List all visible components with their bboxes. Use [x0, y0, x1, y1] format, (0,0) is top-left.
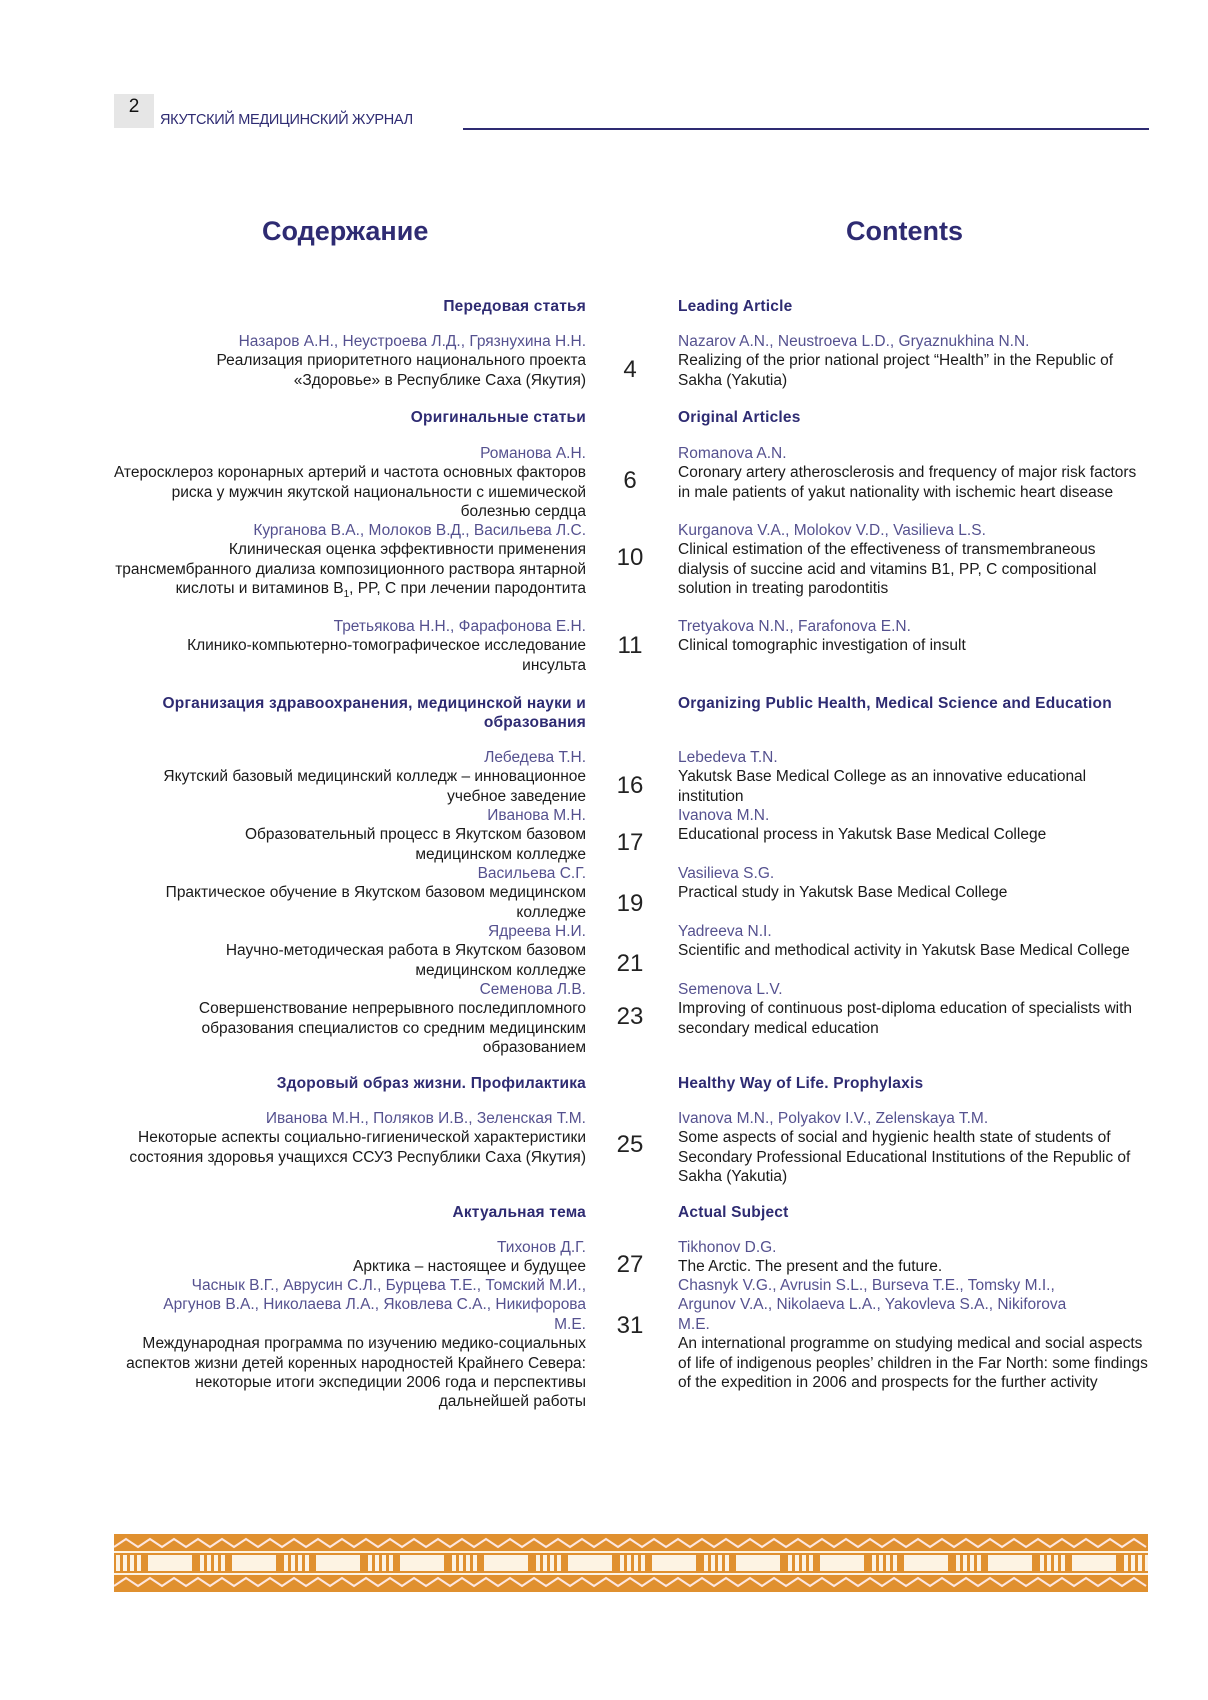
- entry-title: Educational process in Yakutsk Base Medical College: [678, 826, 1047, 844]
- ornament-bar: [725, 1555, 729, 1571]
- entry-title: Yakutsk Base Medical College as an innovative educational institution: [678, 768, 1087, 805]
- entry-title: Клиническая оценка эффективности применения трансмембранного диализа композиционного раствора янтарной кислоты и витаминов $B_1$, PP, C при лечении пародонтита: [115, 541, 586, 601]
- toc-entry-ru[interactable]: [110, 1109, 586, 1167]
- entry-authors: Kurganova V.A., Molokov V.D., Vasilieva L.S.: [678, 522, 986, 539]
- entry-authors: Ivanova M.N., Polyakov I.V., Zelenskaya T.M.: [678, 1110, 989, 1127]
- entry-title: Scientific and methodical activity in Yakutsk Base Medical College: [678, 942, 1130, 960]
- ornament-bar: [963, 1555, 967, 1571]
- toc-entry-en[interactable]: [678, 617, 1148, 656]
- ornament-banner: [114, 1534, 1148, 1592]
- ornament-block: [232, 1555, 276, 1571]
- entry-page-number[interactable]: 31: [616, 1312, 644, 1339]
- header-rule: [463, 128, 1149, 130]
- toc-entry-en[interactable]: [678, 864, 1148, 903]
- toc-entry-en[interactable]: [678, 444, 1148, 502]
- ornament-bar: [1124, 1555, 1128, 1571]
- entry-title: Practical study in Yakutsk Base Medical College: [678, 884, 1008, 902]
- contents-title-ru: Содержание: [262, 216, 429, 246]
- entry-title: Clinical estimation of the effectiveness of transmembraneous dialysis of succine acid and vitamins B1, PP, C compositional solution in treating parodontitis: [678, 541, 1097, 598]
- ornament-block: [400, 1555, 444, 1571]
- ornament-bar: [886, 1555, 890, 1571]
- entry-title: Якутский базовый медицинский колледж – инновационное учебное заведение: [163, 768, 586, 805]
- ornament-bar: [1047, 1555, 1051, 1571]
- ornament-bar: [298, 1555, 302, 1571]
- ornament-bar: [466, 1555, 470, 1571]
- toc-entry-en[interactable]: [678, 332, 1148, 390]
- toc-entry-ru[interactable]: [110, 806, 586, 864]
- ornament-bar: [977, 1555, 981, 1571]
- entry-page-number[interactable]: 11: [617, 632, 643, 659]
- entry-authors: Семенова Л.В.: [479, 981, 586, 998]
- entry-authors: Иванова М.Н., Поляков И.В., Зеленская Т.М.: [265, 1110, 586, 1127]
- ornament-bar: [284, 1555, 288, 1571]
- entry-page-number[interactable]: 16: [616, 772, 644, 799]
- ornament-bar: [641, 1555, 645, 1571]
- entry-authors: Nazarov A.N., Neustroeva L.D., Gryaznukhina N.N.: [678, 333, 1030, 350]
- entry-authors: Tretyakova N.N., Farafonova E.N.: [678, 618, 911, 635]
- ornament-bar: [221, 1555, 225, 1571]
- toc-entry-en[interactable]: [678, 521, 1148, 599]
- entry-authors: Yadreeva N.I.: [678, 923, 772, 940]
- entry-title: Совершенствование непрерывного последипломного образования специалистов со средним медицинским образованием: [198, 1000, 586, 1057]
- ornament-block: [988, 1555, 1032, 1571]
- entry-authors: Chasnyk V.G., Avrusin S.L., Burseva T.E., Tomsky M.I., Argunov V.A., Nikolaeva L.A., Yakovleva S.A., Nikiforova M.E.: [678, 1277, 1067, 1333]
- entry-title: Improving of continuous post-diploma education of specialists with secondary medical education: [678, 1000, 1133, 1037]
- ornament-bar: [536, 1555, 540, 1571]
- ornament-bar: [1061, 1555, 1065, 1571]
- ornament-bar: [130, 1555, 134, 1571]
- ornament-block: [1072, 1555, 1116, 1571]
- ornament-rule-top: [114, 1551, 1148, 1553]
- toc-entry-ru[interactable]: [110, 864, 586, 922]
- ornament-bar: [627, 1555, 631, 1571]
- ornament-bar: [711, 1555, 715, 1571]
- toc-entry-en[interactable]: [678, 1109, 1148, 1187]
- entry-authors: Ядреева Н.И.: [487, 923, 586, 940]
- section-heading-en: Healthy Way of Life. Prophylaxis: [678, 1075, 924, 1092]
- ornament-bar: [550, 1555, 554, 1571]
- entry-authors: Лебедева Т.Н.: [484, 749, 586, 766]
- toc-entry-en[interactable]: [678, 922, 1148, 961]
- entry-authors: Иванова М.Н.: [487, 807, 586, 824]
- entry-page-number[interactable]: 6: [623, 467, 637, 494]
- ornament-bar: [718, 1555, 722, 1571]
- entry-title: Атеросклероз коронарных артерий и частота основных факторов риска у мужчин якутской национальности с ишемической болезнью сердца: [113, 464, 586, 521]
- ornament-bar: [200, 1555, 204, 1571]
- toc-entry-en[interactable]: [678, 1276, 1148, 1392]
- toc-entry-ru[interactable]: [110, 332, 586, 390]
- section-heading-en: Organizing Public Health, Medical Science and Education: [678, 695, 1112, 712]
- entry-page-number[interactable]: 25: [616, 1131, 644, 1158]
- ornament-bar: [452, 1555, 456, 1571]
- ornament-block: [736, 1555, 780, 1571]
- entry-page-number[interactable]: 23: [616, 1003, 644, 1030]
- entry-title: Coronary artery atherosclerosis and frequency of major risk factors in male patients of yakut nationality with ischemic heart disease: [678, 464, 1137, 501]
- ornament-bar: [459, 1555, 463, 1571]
- entry-page-number[interactable]: 19: [616, 890, 644, 917]
- entry-authors: Васильева С.Г.: [477, 865, 586, 882]
- ornament-bar: [788, 1555, 792, 1571]
- ornament-bar: [123, 1555, 127, 1571]
- toc-entry-ru[interactable]: [110, 521, 586, 599]
- ornament-bar: [704, 1555, 708, 1571]
- section-heading-ru: Здоровый образ жизни. Профилактика: [276, 1075, 586, 1092]
- ornament-bar: [207, 1555, 211, 1571]
- ornament-bar: [1040, 1555, 1044, 1571]
- entry-page-number[interactable]: 27: [616, 1251, 644, 1278]
- entry-title: Арктика – настоящее и будущее: [353, 1258, 586, 1276]
- toc-entry-en[interactable]: [678, 1238, 1148, 1277]
- entry-title: An international programme on studying medical and social aspects of life of indigenous peoples’ children in the Far North: some findings of the expedition in 2006 and prospects for the further activity: [678, 1335, 1148, 1392]
- ornament-bar: [543, 1555, 547, 1571]
- entry-authors: Vasilieva S.G.: [678, 865, 775, 882]
- entry-authors: Третьякова Н.Н., Фарафонова Е.Н.: [333, 618, 586, 635]
- ornament-block: [484, 1555, 528, 1571]
- entry-authors: Тихонов Д.Г.: [497, 1239, 586, 1256]
- entry-authors: Ivanova M.N.: [678, 807, 770, 824]
- toc-entry-en[interactable]: [678, 806, 1148, 845]
- entry-authors: Tikhonov D.G.: [678, 1239, 777, 1256]
- section-heading-ru: Организация здравоохранения, медицинской науки и образования: [162, 695, 586, 731]
- toc-entry-ru[interactable]: [110, 1238, 586, 1277]
- ornament-bar: [1131, 1555, 1135, 1571]
- ornament-block: [148, 1555, 192, 1571]
- ornament-bar: [879, 1555, 883, 1571]
- ornament-bar: [809, 1555, 813, 1571]
- section-heading-ru: Передовая статья: [443, 298, 586, 315]
- ornament-bar: [1145, 1555, 1148, 1571]
- ornament-bar: [214, 1555, 218, 1571]
- ornament-block: [316, 1555, 360, 1571]
- entry-title: Clinical tomographic investigation of insult: [678, 637, 966, 655]
- entry-title: Образовательный процесс в Якутском базовом медицинском колледже: [245, 826, 586, 863]
- toc-entry-ru[interactable]: [110, 444, 586, 522]
- ornament-bar: [116, 1555, 120, 1571]
- ornament-bar: [368, 1555, 372, 1571]
- ornament-block: [820, 1555, 864, 1571]
- ornament-bar: [137, 1555, 141, 1571]
- ornament-bar: [634, 1555, 638, 1571]
- entry-title: Международная программа по изучению медико-социальных аспектов жизни детей коренных народностей Крайнего Севера: некоторые итоги экспедиции 2006 года и перспективы дальнейшей работы: [126, 1335, 586, 1411]
- toc-entry-ru[interactable]: [110, 617, 586, 675]
- ornament-bar: [382, 1555, 386, 1571]
- entry-authors: Semenova L.V.: [678, 981, 783, 998]
- entry-authors: Lebedeva T.N.: [678, 749, 778, 766]
- entry-title: Клинико-компьютерно-томографическое исследование инсульта: [187, 637, 586, 674]
- section-heading-ru: Актуальная тема: [452, 1204, 586, 1221]
- entry-authors: Романова А.Н.: [480, 445, 586, 462]
- entry-page-number[interactable]: 21: [616, 950, 644, 977]
- toc-entry-ru[interactable]: [110, 922, 586, 980]
- entry-title: Реализация приоритетного национального проекта «Здоровье» в Республике Саха (Якутия): [216, 352, 586, 389]
- toc-entry-ru[interactable]: [100, 1276, 586, 1412]
- ornament-bar: [795, 1555, 799, 1571]
- ornament-bar: [620, 1555, 624, 1571]
- ornament-bar: [1054, 1555, 1058, 1571]
- entry-page-number[interactable]: 10: [616, 544, 644, 571]
- entry-authors: Назаров А.Н., Неустроева Л.Д., Грязнухина Н.Н.: [238, 333, 586, 350]
- entry-title: Realizing of the prior national project “Health” in the Republic of Sakha (Yakutia): [678, 352, 1114, 389]
- ornament-bar: [893, 1555, 897, 1571]
- entry-page-number[interactable]: 4: [623, 356, 637, 383]
- ornament-bar: [375, 1555, 379, 1571]
- ornament-rule-bottom: [114, 1573, 1148, 1575]
- ornament-bar: [305, 1555, 309, 1571]
- ornament-bar: [473, 1555, 477, 1571]
- entry-page-number[interactable]: 17: [616, 829, 644, 856]
- ornament-bar: [389, 1555, 393, 1571]
- toc-entry-ru[interactable]: [110, 980, 586, 1058]
- toc-entry-en[interactable]: [678, 748, 1148, 806]
- ornament-bar: [970, 1555, 974, 1571]
- section-heading-en: Actual Subject: [678, 1204, 789, 1221]
- entry-authors: Часнык В.Г., Аврусин С.Л., Бурцева Т.Е., Томский М.И., Аргунов В.А., Николаева Л.А., Яковлева С.А., Никифорова М.Е.: [163, 1277, 586, 1333]
- ornament-bar: [557, 1555, 561, 1571]
- section-heading-en: Original Articles: [678, 409, 801, 426]
- section-heading-en: Leading Article: [678, 298, 793, 315]
- contents-title-en: Contents: [846, 216, 963, 246]
- ornament-bar: [802, 1555, 806, 1571]
- ornament-bar: [291, 1555, 295, 1571]
- section-heading-ru: Оригинальные статьи: [410, 409, 586, 426]
- entry-title: Some aspects of social and hygienic health state of students of Secondary Professional Educational Institutions of the Republic of Sakha (Yakutia): [678, 1129, 1131, 1186]
- toc-entry-ru[interactable]: [110, 748, 586, 806]
- toc-entry-en[interactable]: [678, 980, 1148, 1038]
- entry-authors: Romanova A.N.: [678, 445, 787, 462]
- entry-title: Практическое обучение в Якутском базовом медицинском колледже: [165, 884, 586, 921]
- ornament-block: [904, 1555, 948, 1571]
- entry-title: Научно-методическая работа в Якутском базовом медицинском колледже: [225, 942, 586, 979]
- ornament-block: [652, 1555, 696, 1571]
- entry-title: The Arctic. The present and the future.: [678, 1258, 943, 1276]
- page-number: 2: [114, 94, 154, 128]
- ornament-bar: [1138, 1555, 1142, 1571]
- entry-authors: Курганова В.А., Молоков В.Д., Васильева Л.С.: [253, 522, 586, 539]
- ornament-bar: [872, 1555, 876, 1571]
- ornament-block: [568, 1555, 612, 1571]
- ornament-bar: [956, 1555, 960, 1571]
- journal-title: ЯКУТСКИЙ МЕДИЦИНСКИЙ ЖУРНАЛ: [160, 112, 413, 128]
- entry-title: Некоторые аспекты социально-гигиенической характеристики состояния здоровья учащихся ССУЗ Республики Саха (Якутия): [129, 1129, 586, 1166]
